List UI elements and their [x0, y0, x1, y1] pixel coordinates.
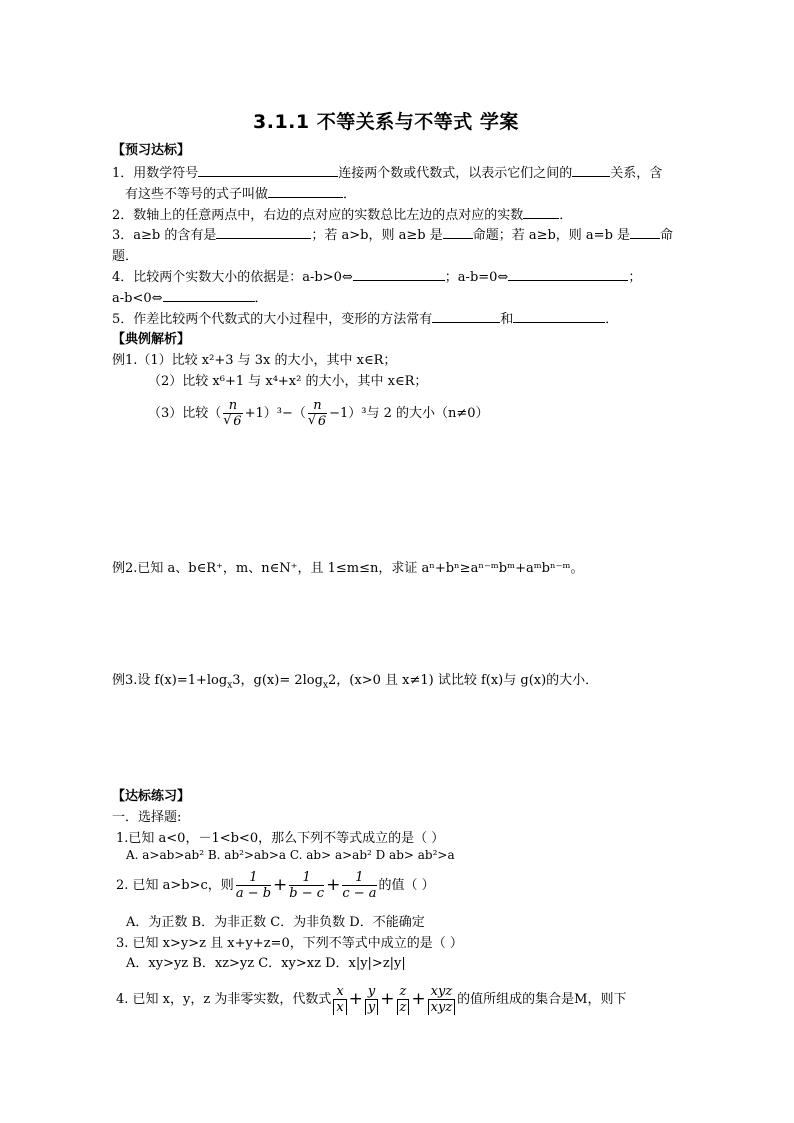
- blank-line[interactable]: [523, 205, 559, 219]
- blank-line[interactable]: [163, 288, 255, 302]
- blank-line[interactable]: [443, 225, 473, 239]
- practice-q4: 4. 已知 x，y，z 为非零实数，代数式 $\frac{x}{x}$ + $\frac{y}{y}$ + $\frac{z}{z}$ + $\frac{\text{xyz}}{\text{xyz}}$ 的值所组成的集合是M，则下: [116, 984, 627, 1015]
- preview-q4-cont: a-b<0⇔ ．: [112, 287, 268, 306]
- example-1-part-2: （2）比较 x⁶+1 与 x⁴+x² 的大小，其中 x∈R；: [148, 374, 428, 389]
- practice-q3-options: A．xy>yz B．xz>yz C．xy>xz D．x|y|>z|y|: [126, 956, 406, 971]
- blank-line[interactable]: [513, 309, 605, 323]
- practice-q1: 1.已知 a<0，－1<b<0，那么下列不等式成立的是（ ）: [116, 831, 445, 846]
- practice-q2: 2. 已知 a>b>c，则 $\frac{1}{a - b}$ + $\frac{1}{b - c}$ + $\frac{1}{c - a}$ 的值（ ）: [116, 870, 435, 901]
- preview-q1-cont: 有这些不等号的式子叫做 ．: [125, 183, 356, 202]
- preview-q1: 1．用数学符号 连接两个数或代数式，以表示它们之间的 关系，含: [112, 162, 662, 181]
- blank-line[interactable]: [508, 267, 628, 281]
- practice-part-1-label: 一．选择题:: [112, 810, 182, 825]
- section-practice-heading: 【达标练习】: [112, 789, 191, 804]
- blank-line[interactable]: [572, 163, 610, 177]
- blank-line[interactable]: [268, 184, 343, 198]
- preview-q3-cont: 题．: [112, 249, 139, 264]
- blank-line[interactable]: [432, 309, 500, 323]
- blank-line[interactable]: [198, 163, 338, 177]
- blank-line[interactable]: [353, 267, 445, 281]
- example-1-part-1: 例1.（1）比较 x²+3 与 3x 的大小，其中 x∈R；: [112, 353, 397, 368]
- practice-q2-options: A．为正数 B．为非正数 C．为非负数 D．不能确定: [126, 915, 425, 930]
- example-3: 例3.设 $f(x)=1+\log_x3$，$g(x)= 2\log_x2$，(x>0 且 x≠1) 试比较 f(x)与 g(x)的大小．: [112, 673, 599, 691]
- section-examples-heading: 【典例解析】: [112, 332, 191, 347]
- practice-q1-options: A. a>ab>ab² B. ab²>ab>a C. ab> a>ab² D ab> ab²>a: [126, 848, 455, 862]
- blank-line[interactable]: [630, 225, 660, 239]
- preview-q4: 4．比较两个实数大小的依据是：a-b>0⇔ ；a-b=0⇔ ；: [112, 266, 641, 285]
- practice-q3: 3. 已知 x>y>z 且 x+y+z=0，下列不等式中成立的是（ ）: [116, 936, 463, 951]
- preview-q3: 3．a≥b 的含有是 ；若 a>b，则 a≥b 是 命题；若 a≥b，则 a=b 是 命: [112, 224, 673, 243]
- preview-q2: 2．数轴上的任意两点中，右边的点对应的实数总比左边的点对应的实数 ．: [112, 204, 572, 223]
- example-2: 例2.已知 a、b∈R⁺，m、n∈N⁺，且 1≤m≤n，求证 aⁿ+bⁿ≥aⁿ⁻ᵐbᵐ+aᵐbⁿ⁻ᵐ。: [112, 561, 584, 576]
- preview-q5: 5．作差比较两个代数式的大小过程中，变形的方法常有 和 ．: [112, 308, 618, 327]
- blank-line[interactable]: [216, 225, 311, 239]
- section-preview-heading: 【预习达标】: [112, 143, 191, 158]
- example-1-part-3: （3）比较（ n √ 6 +1）³−（ n √ 6 −1）³与 2 的大小（n≠0）: [148, 398, 489, 429]
- page-title: 3.1.1 不等关系与不等式 学案: [253, 111, 519, 133]
